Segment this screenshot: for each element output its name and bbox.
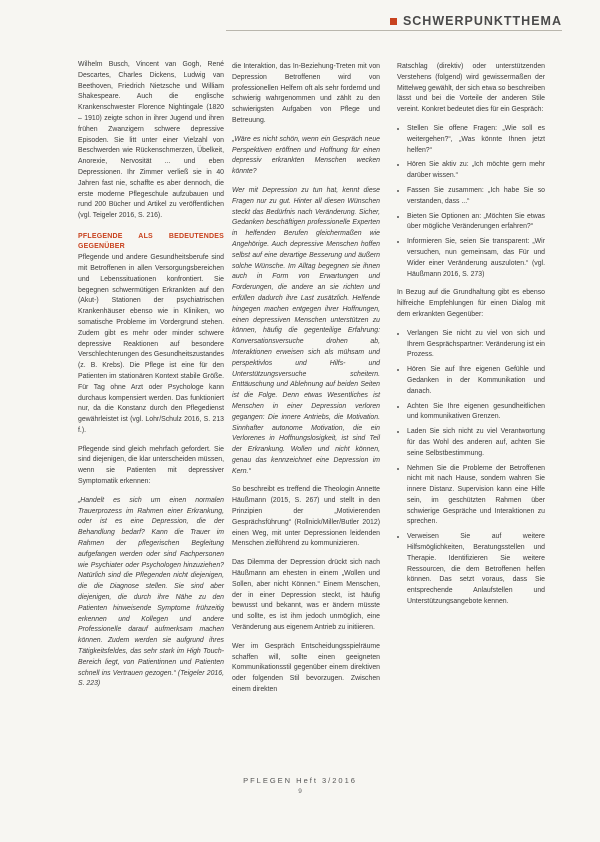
- column-1: [78, 60, 224, 698]
- magazine-issue: PFLEGEN Heft 3/2016: [243, 776, 357, 785]
- list-item: • Verlangen Sie nicht zu viel von sich und Ihrem Gesprächspartner: Veränderung ist ein Prozess.: [407, 329, 545, 361]
- section-title: SCHWERPUNKTTHEMA: [402, 14, 562, 28]
- quote: [232, 186, 380, 478]
- list-item: • Verweisen Sie auf weitere Hilfsmöglichkeiten, Beratungsstellen und Therapie. Identifizieren Sie weitere Ressourcen, die dem Betroffenen helfen können. Das setzt voraus, dass Sie entsprechende Anlaufstellen und Unterstützungsangebote kennen.: [407, 532, 545, 608]
- paragraph: Das Dilemma der Depression drückt sich nach Häußmann am ehesten in einem „Wollen und Sollen, aber nicht Können.“ Einem Menschen, der in einer Depression steckt, ist häufig bewusst und bekannt, was er ändern müsste und sollte, es ist ihm jedoch unmöglich, eine Veränderung aus eigenem Antrieb zu initiieren.: [232, 559, 380, 632]
- list-item: • Informieren Sie, seien Sie transparent: „Wir versuchen, nun gemeinsam, das Für und Wider einer Veränderung auszuloten.“ (vgl. Häußmann 2016, S. 273): [407, 237, 545, 280]
- column-3: [397, 62, 545, 616]
- list-item: • Bieten Sie Optionen an: „Möchten Sie etwas über mögliche Veränderungen erfahren?“: [407, 212, 545, 234]
- list-item: • Hören Sie auf Ihre eigenen Gefühle und Gedanken in der Kommunikation und danach.: [407, 365, 545, 397]
- paragraph: So beschreibt es treffend die Theologin Annette Häußmann (2015, S. 267) und stellt in den Prinzipien der „Motivierenden Gesprächsführung“ (Rollnick/Miller/Butler 2012) einen Weg, mit unter Depressionen leidenden Menschen zielführend zu kommunizieren.: [232, 486, 380, 548]
- quote: [232, 135, 380, 178]
- quote-text: Wer mit Depression zu tun hat, kennt diese Fragen nur zu gut. Hinter all diesen Wünschen steckt das Bedürfnis nach Veränderung. Sicher, Gedanken beschäftigen professionelle Experten in helfenden Berufen gleichermaßen wie Angehörige. Auch depressive Menschen hoffen selbst auf eine derartige Besserung und äußern solche Wünsche. Im Alltag begegnen sie ihnen auch in Form von Erwartungen und Forderungen, die andere an sie richten und erfüllen dadurch ihre Last zusätzlich. Helfende hingegen machen entgegen ihrer Hoffnungen, einen depressiven Menschen unterstützen zu können, häufig die gegenteilige Erfahrung: Konversationsversuche drohen ab, Interaktionen erweisen sich als mühsam und perspektivlos und Hilfs- und Unterstützungsversuche scheitern. Enttäuschung und Ablehnung auf beiden Seiten ist die Folge. Denn etwas Wesentliches ist Menschen in einer Depression verloren gegangen: Die innere Antriebs, die Motivation. Sinnhafter autonome Motivation, die ein Verlorenes in Hoffnungslosigkeit, ist sind Teil der Erkrankung. Wollen und nicht können, genau das kennzeichnet eine Depression im Kern.“: [232, 186, 380, 475]
- list-item: • Achten Sie Ihre eigenen gesundheitlichen und kommunikativen Grenzen.: [407, 402, 545, 424]
- page-number: 9: [298, 788, 302, 795]
- list-item: • Hören Sie aktiv zu: „Ich möchte gern mehr darüber wissen.“: [407, 160, 545, 182]
- paragraph: Pflegende und andere Gesundheitsberufe sind mit Betroffenen in allen Versorgungsbereichen und Lebenssituationen konfrontiert. Sie begegnen schwermütigen Erkrankten auf den (Akut-) Stationen der psychiatrischen Krankenhäuser ebenso wie in Kliniken, wo somatische Probleme im Vordergrund stehen. Zudem gibt es mehr oder minder schwere depressive Reaktionen auf besondere Verschlechterungen des Gesundheitszustandes (z. B. Krebs). Die Pflege ist eine für den Patienten im stationären Kontext stabile Größe. Für Tag ohne Arzt oder Psychologe kann durchaus kompensiert werden. Das funktioniert nur, da die Konstanz durch den Pflegedienst gewährleistet ist (vgl. Lohr/Schulz 2016, S. 213 f.).: [78, 254, 224, 434]
- header-divider: [226, 30, 562, 31]
- quote-text: „Wäre es nicht schön, wenn ein Gespräch neue Perspektiven eröffnen und Hoffnung für einen depressiv erkrankten Menschen wecken könnte?: [232, 135, 380, 176]
- paragraph: Wer im Gespräch Entscheidungsspielräume schaffen will, sollte einen geeigneten Kommunikationsstil gegenüber einem direktiven oder folgenden Stil bevorzugen. Zwischen einem direkten: [232, 642, 380, 694]
- subheading: PFLEGENDE ALS BEDEUTENDES GEGENÜBER: [78, 232, 224, 250]
- column-2: [232, 62, 380, 704]
- list-item: • Nehmen Sie die Probleme der Betroffenen nicht mit nach Hause, sondern wahren Sie innere Distanz. Supervision kann eine Hilfe sein, im geschützten Rahmen über schwierige Gespräche und Interaktionen zu sprechen.: [407, 464, 545, 529]
- paragraph: Wilhelm Busch, Vincent van Gogh, René Descartes, Charles Dickens, Ludwig van Beethoven, Friedrich Nietzsche und William Shakespeare. Auch die englische Krankenschwester Florence Nightingale (1820 – 1910) zeigte schon in ihrer Jugend und ihren frühen Zwanzigern schwere depressive Episoden. Sie litt unter einer Vielzahl von Beschwerden wie Rückenschmerzen, Übelkeit, Anorexie, Nervosität ... und eben Depressionen. Ihr Zimmer verließ sie in 40 Jahren fast nie, schaffte es aber dennoch, die erste moderne Pflegeschule aufzubauen und rund 200 Bücher und Artikel zu veröffentlichen (vgl. Teigeler 2016, S. 216).: [78, 61, 224, 220]
- quote-text: „Handelt es sich um einen normalen Trauerprozess im Rahmen einer Erkrankung, oder ist es eine Depression, die der Behandlung bedarf? Kann die Trauer im Rahmen der pflegerischen Begleitung aufgefangen werden oder sind Fachpersonen wie Psychiater oder Psychologen hinzuziehen? Natürlich sind die Pflegenden nicht diejenigen, die die Diagnose stellen. Sie sind aber diejenigen, die durch ihre Nähe zu den Patienten hinweisende Symptome frühzeitig erkennen und Kollegen und andere Professionelle darauf aufmerksam machen können. Zudem werden sie aufgrund ihres Tätigkeitsfeldes, das sehr stark im High Touch-Bereich liegt, von Patientinnen und Patienten schnell ins Vertrauen gezogen.“ (Teigeler 2016, S. 223): [78, 496, 224, 688]
- tips-list: [397, 124, 545, 280]
- section-header: [390, 14, 562, 28]
- paragraph: Pflegende sind gleich mehrfach gefordert. Sie sind diejenigen, die klar unterscheiden müssen, wenn sie Patienten mit depressiver Symptomatik erkennen:: [78, 445, 224, 486]
- attitude-list: [397, 329, 545, 608]
- paragraph: In Bezug auf die Grundhaltung gibt es ebenso hilfreiche Empfehlungen für einen Dialog mit dem erkrankten Gegenüber:: [397, 289, 545, 318]
- section-marker-icon: [390, 18, 397, 25]
- paragraph: Ratschlag (direktiv) oder unterstützenden Verstehens (folgend) wird gewissermaßen der Mittelweg gewählt, der sich etwa so beschreiben lässt und bei die Vorteile der anderen Stile vereint. Konkret bedeutet dies für ein Gespräch:: [397, 63, 545, 114]
- list-item: • Stellen Sie offene Fragen: „Wie soll es weitergehen?“, „Was könnte Ihnen jetzt helfen?“: [407, 124, 545, 156]
- list-item: • Laden Sie sich nicht zu viel Verantwortung für das Wohl des anderen auf, achten Sie seine Selbstbestimmung.: [407, 427, 545, 459]
- list-item: • Fassen Sie zusammen: „Ich habe Sie so verstanden, dass ...“: [407, 186, 545, 208]
- paragraph: die Interaktion, das In-Beziehung-Treten mit von Depression Betroffenen wird von professionellen Helfern oft als sehr fordernd und schwierig wahrgenommen und zählt zu den schwierigsten Aufgaben von Pflege und Betreuung.: [232, 63, 380, 124]
- quote: [78, 496, 224, 690]
- page-footer: [0, 776, 600, 795]
